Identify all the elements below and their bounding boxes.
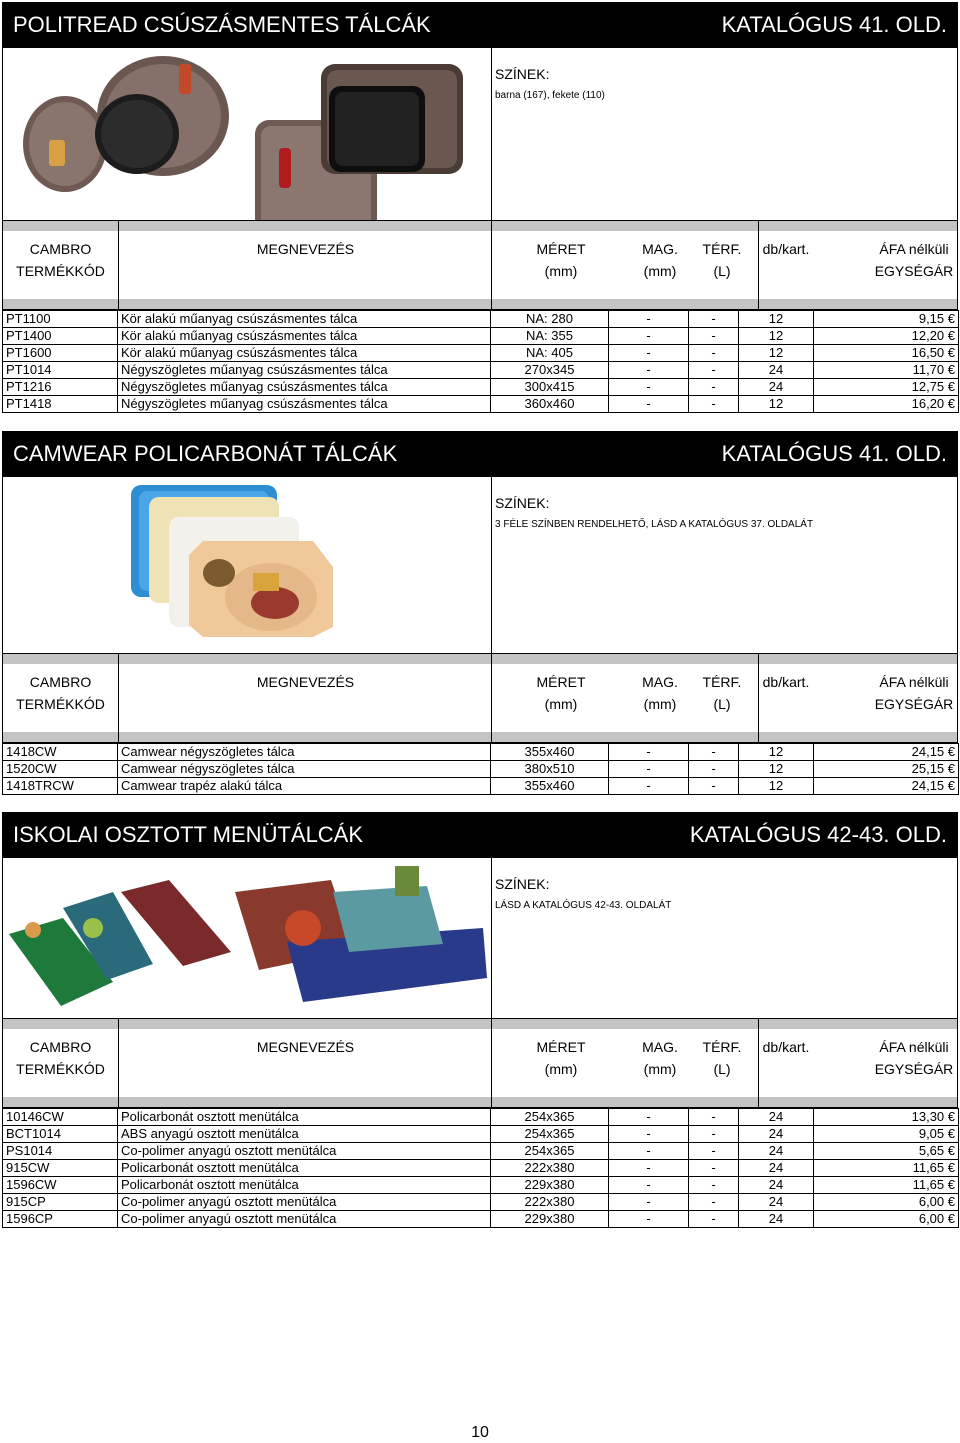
- table-cell: -: [609, 744, 689, 761]
- table-cell: -: [689, 311, 739, 328]
- table-cell: 355x460: [491, 744, 609, 761]
- header-cambro: CAMBRO: [29, 1039, 92, 1055]
- table-cell: PT1400: [3, 328, 118, 345]
- table-cell: Co-polimer anyagú osztott menütálca: [118, 1194, 491, 1211]
- table-cell: 222x380: [491, 1194, 609, 1211]
- table-cell: 5,65 €: [814, 1143, 959, 1160]
- table-cell: -: [609, 1109, 689, 1126]
- product-media: [2, 477, 958, 654]
- header-per-carton: db/kart.: [762, 241, 810, 257]
- table-cell: 9,05 €: [814, 1126, 959, 1143]
- table-cell: -: [609, 328, 689, 345]
- table-cell: 10146CW: [3, 1109, 118, 1126]
- product-table: [2, 1108, 959, 1228]
- table-cell: -: [609, 345, 689, 362]
- header-height-unit: (mm): [643, 1061, 677, 1077]
- table-cell: Négyszögletes műanyag csúszásmentes tálca: [118, 362, 491, 379]
- section-title: ISKOLAI OSZTOTT MENÜTÁLCÁK: [13, 822, 364, 847]
- table-row: [3, 1194, 959, 1211]
- header-size: MÉRET: [536, 674, 586, 690]
- table-cell: Camwear négyszögletes tálca: [118, 761, 491, 778]
- table-row: [3, 1177, 959, 1194]
- header-height-unit: (mm): [643, 263, 677, 279]
- colors-label: SZÍNEK:: [495, 876, 550, 892]
- page-number: 10: [471, 1424, 489, 1441]
- table-cell: 24: [739, 1143, 814, 1160]
- colors-value: 3 FÉLE SZÍNBEN RENDELHETŐ, LÁSD A KATALÓGUS 37. OLDALÁT: [495, 519, 814, 530]
- header-volume-unit: (L): [713, 1061, 731, 1077]
- table-cell: 9,15 €: [814, 311, 959, 328]
- table-row: [3, 744, 959, 761]
- tray-illustration: [3, 48, 491, 220]
- table-cell: 12: [739, 328, 814, 345]
- table-cell: Policarbonát osztott menütálca: [118, 1177, 491, 1194]
- table-cell: 24: [739, 362, 814, 379]
- header-volume-unit: (L): [713, 263, 731, 279]
- table-cell: -: [689, 345, 739, 362]
- catalog-reference: KATALÓGUS 41. OLD.: [721, 12, 947, 37]
- table-cell: -: [689, 328, 739, 345]
- table-cell: 12: [739, 345, 814, 362]
- table-row: [3, 1109, 959, 1126]
- tray-illustration: [3, 477, 491, 653]
- table-cell: PT1216: [3, 379, 118, 396]
- table-cell: 11,70 €: [814, 362, 959, 379]
- header-product-code: TERMÉKKÓD: [16, 263, 105, 279]
- section-banner: [2, 431, 958, 477]
- section-banner: [2, 812, 958, 858]
- table-cell: 254x365: [491, 1109, 609, 1126]
- colors-info: [495, 48, 957, 220]
- table-cell: 11,65 €: [814, 1160, 959, 1177]
- product-media: [2, 858, 958, 1019]
- table-cell: 25,15 €: [814, 761, 959, 778]
- table-cell: -: [689, 362, 739, 379]
- product-photo: [3, 858, 492, 1018]
- section-banner: [2, 2, 958, 48]
- header-cambro: CAMBRO: [29, 674, 92, 690]
- table-cell: -: [609, 1126, 689, 1143]
- table-header: [2, 654, 958, 743]
- table-cell: -: [609, 1160, 689, 1177]
- colors-value: LÁSD A KATALÓGUS 42-43. OLDALÁT: [495, 900, 672, 911]
- table-row: [3, 396, 959, 413]
- catalog-reference: KATALÓGUS 42-43. OLD.: [689, 822, 947, 847]
- table-cell: -: [609, 362, 689, 379]
- header-size-unit: (mm): [544, 696, 578, 712]
- table-cell: Négyszögletes műanyag csúszásmentes tálca: [118, 396, 491, 413]
- table-cell: 24: [739, 1109, 814, 1126]
- table-cell: 1596CW: [3, 1177, 118, 1194]
- table-cell: PT1014: [3, 362, 118, 379]
- product-photo: [3, 48, 492, 220]
- header-unit-price: EGYSÉGÁR: [874, 1061, 954, 1077]
- header-product-code: TERMÉKKÓD: [16, 696, 105, 712]
- table-cell: 1418CW: [3, 744, 118, 761]
- colors-label: SZÍNEK:: [495, 495, 550, 511]
- colors-info: [495, 477, 957, 653]
- table-cell: 24: [739, 1160, 814, 1177]
- table-cell: 24: [739, 1194, 814, 1211]
- table-cell: 16,50 €: [814, 345, 959, 362]
- table-cell: NA: 405: [491, 345, 609, 362]
- header-per-carton: db/kart.: [762, 1039, 810, 1055]
- header-name: MEGNEVEZÉS: [256, 674, 355, 690]
- section-title: CAMWEAR POLICARBONÁT TÁLCÁK: [13, 441, 398, 466]
- table-cell: -: [689, 396, 739, 413]
- product-table: [2, 310, 959, 413]
- colors-value: barna (167), fekete (110): [495, 90, 605, 101]
- table-cell: BCT1014: [3, 1126, 118, 1143]
- table-row: [3, 1126, 959, 1143]
- header-volume: TÉRF.: [702, 674, 742, 690]
- table-cell: 16,20 €: [814, 396, 959, 413]
- table-cell: -: [689, 778, 739, 795]
- table-cell: 12: [739, 396, 814, 413]
- table-cell: Co-polimer anyagú osztott menütálca: [118, 1143, 491, 1160]
- header-volume: TÉRF.: [702, 241, 742, 257]
- table-cell: Kör alakú műanyag csúszásmentes tálca: [118, 328, 491, 345]
- header-size: MÉRET: [536, 1039, 586, 1055]
- table-row: [3, 379, 959, 396]
- table-cell: -: [689, 1194, 739, 1211]
- table-cell: Camwear négyszögletes tálca: [118, 744, 491, 761]
- table-cell: 254x365: [491, 1143, 609, 1160]
- table-cell: 355x460: [491, 778, 609, 795]
- header-unit-price: EGYSÉGÁR: [874, 263, 954, 279]
- table-cell: -: [609, 311, 689, 328]
- section-camwear: [2, 431, 958, 795]
- table-cell: 222x380: [491, 1160, 609, 1177]
- table-cell: -: [689, 761, 739, 778]
- table-cell: 270x345: [491, 362, 609, 379]
- table-cell: 6,00 €: [814, 1211, 959, 1228]
- product-media: [2, 48, 958, 221]
- table-row: [3, 1211, 959, 1228]
- header-vat: ÁFA nélküli: [879, 674, 949, 690]
- table-header: [2, 221, 958, 310]
- table-cell: 1596CP: [3, 1211, 118, 1228]
- header-height: MAG.: [642, 241, 678, 257]
- table-header: [2, 1019, 958, 1108]
- table-cell: Policarbonát osztott menütálca: [118, 1109, 491, 1126]
- header-height: MAG.: [642, 1039, 678, 1055]
- header-product-code: TERMÉKKÓD: [16, 1061, 105, 1077]
- table-row: [3, 362, 959, 379]
- table-cell: PT1100: [3, 311, 118, 328]
- table-cell: 915CW: [3, 1160, 118, 1177]
- header-size-unit: (mm): [544, 1061, 578, 1077]
- table-row: [3, 345, 959, 362]
- section-title: POLITREAD CSÚSZÁSMENTES TÁLCÁK: [13, 12, 431, 37]
- table-cell: 300x415: [491, 379, 609, 396]
- catalog-reference: KATALÓGUS 41. OLD.: [721, 441, 947, 466]
- colors-label: SZÍNEK:: [495, 66, 550, 82]
- table-cell: -: [689, 744, 739, 761]
- table-cell: 12,75 €: [814, 379, 959, 396]
- header-height-unit: (mm): [643, 696, 677, 712]
- header-vat: ÁFA nélküli: [879, 1039, 949, 1055]
- table-cell: -: [689, 1160, 739, 1177]
- header-name: MEGNEVEZÉS: [256, 1039, 355, 1055]
- table-cell: ABS anyagú osztott menütálca: [118, 1126, 491, 1143]
- header-size: MÉRET: [536, 241, 586, 257]
- table-cell: 24: [739, 1126, 814, 1143]
- table-cell: 12: [739, 761, 814, 778]
- table-cell: -: [609, 1177, 689, 1194]
- table-cell: PS1014: [3, 1143, 118, 1160]
- header-size-unit: (mm): [544, 263, 578, 279]
- section-politread: [2, 2, 958, 413]
- table-cell: 12: [739, 311, 814, 328]
- table-cell: -: [609, 1143, 689, 1160]
- table-cell: -: [609, 1194, 689, 1211]
- table-cell: -: [689, 1109, 739, 1126]
- tray-illustration: [3, 858, 491, 1018]
- table-cell: NA: 355: [491, 328, 609, 345]
- header-volume: TÉRF.: [702, 1039, 742, 1055]
- header-volume-unit: (L): [713, 696, 731, 712]
- table-cell: 11,65 €: [814, 1177, 959, 1194]
- product-table: [2, 743, 959, 795]
- header-per-carton: db/kart.: [762, 674, 810, 690]
- table-row: [3, 328, 959, 345]
- header-cambro: CAMBRO: [29, 241, 92, 257]
- table-cell: -: [689, 379, 739, 396]
- table-cell: 24,15 €: [814, 744, 959, 761]
- header-height: MAG.: [642, 674, 678, 690]
- table-cell: Camwear trapéz alakú tálca: [118, 778, 491, 795]
- table-cell: -: [689, 1143, 739, 1160]
- table-cell: -: [609, 379, 689, 396]
- section-school-trays: [2, 812, 958, 1228]
- table-cell: Policarbonát osztott menütálca: [118, 1160, 491, 1177]
- table-cell: 12,20 €: [814, 328, 959, 345]
- table-cell: 12: [739, 744, 814, 761]
- table-row: [3, 311, 959, 328]
- table-cell: 24,15 €: [814, 778, 959, 795]
- colors-info: [495, 858, 957, 1018]
- table-cell: -: [609, 396, 689, 413]
- table-cell: -: [689, 1126, 739, 1143]
- table-row: [3, 778, 959, 795]
- table-cell: 229x380: [491, 1211, 609, 1228]
- table-cell: PT1600: [3, 345, 118, 362]
- table-cell: 915CP: [3, 1194, 118, 1211]
- table-cell: Kör alakú műanyag csúszásmentes tálca: [118, 311, 491, 328]
- product-photo: [3, 477, 492, 653]
- header-unit-price: EGYSÉGÁR: [874, 696, 954, 712]
- table-cell: 360x460: [491, 396, 609, 413]
- table-cell: Négyszögletes műanyag csúszásmentes tálca: [118, 379, 491, 396]
- table-cell: -: [609, 778, 689, 795]
- table-cell: 1520CW: [3, 761, 118, 778]
- table-cell: 24: [739, 1177, 814, 1194]
- table-cell: Kör alakú műanyag csúszásmentes tálca: [118, 345, 491, 362]
- table-cell: 24: [739, 379, 814, 396]
- table-cell: -: [689, 1211, 739, 1228]
- table-cell: 13,30 €: [814, 1109, 959, 1126]
- table-cell: 1418TRCW: [3, 778, 118, 795]
- table-cell: 380x510: [491, 761, 609, 778]
- table-row: [3, 761, 959, 778]
- table-cell: NA: 280: [491, 311, 609, 328]
- header-name: MEGNEVEZÉS: [256, 241, 355, 257]
- table-cell: 24: [739, 1211, 814, 1228]
- table-cell: -: [689, 1177, 739, 1194]
- table-row: [3, 1160, 959, 1177]
- table-cell: 6,00 €: [814, 1194, 959, 1211]
- table-cell: -: [609, 1211, 689, 1228]
- table-cell: 12: [739, 778, 814, 795]
- table-cell: 229x380: [491, 1177, 609, 1194]
- table-cell: PT1418: [3, 396, 118, 413]
- table-cell: 254x365: [491, 1126, 609, 1143]
- table-row: [3, 1143, 959, 1160]
- table-cell: -: [609, 761, 689, 778]
- table-cell: Co-polimer anyagú osztott menütálca: [118, 1211, 491, 1228]
- header-vat: ÁFA nélküli: [879, 241, 949, 257]
